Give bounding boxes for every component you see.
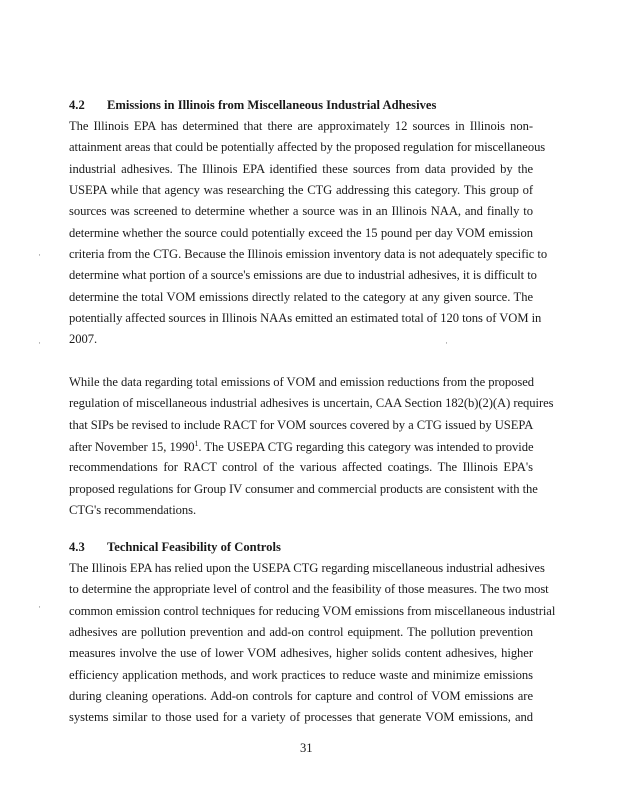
text-line: sources was screened to determine whether a source was in an Illinois NAA, and finally to — [69, 204, 533, 218]
text-line: during cleaning operations. Add-on controls for capture and control of VOM emissions are — [69, 689, 533, 703]
text-line: The Illinois EPA has relied upon the USEPA CTG regarding miscellaneous industrial adhesives — [69, 561, 545, 575]
text-line: While the data regarding total emissions of VOM and emission reductions from the proposed — [69, 375, 535, 389]
text-line: attainment areas that could be potentially affected by the proposed regulation for miscellaneous — [69, 140, 546, 154]
text-segment: after November 15, 1990 — [69, 440, 195, 455]
scan-speck: · — [38, 602, 41, 612]
page-number: 31 — [300, 741, 313, 755]
text-line: determine the total VOM emissions directly related to the category at any given source. The — [69, 290, 533, 304]
text-segment: The USEPA CTG regarding this category was intended to provide — [204, 440, 534, 455]
text-line: proposed regulations for Group IV consumer and commercial products are consistent with the — [69, 482, 538, 496]
text-line: systems similar to those used for a variety of processes that generate VOM emissions, and — [69, 710, 533, 724]
text-line: 2007. — [69, 332, 98, 346]
text-line: that SIPs be revised to include RACT for VOM sources covered by a CTG issued by USEPA — [69, 418, 534, 432]
section-title: Technical Feasibility of Controls — [107, 540, 281, 554]
text-line: CTG's recommendations. — [69, 503, 197, 517]
text-line: determine whether the source could potentially exceed the 15 pound per day VOM emission — [69, 226, 533, 240]
text-line: regulation of miscellaneous industrial adhesives is uncertain, CAA Section 182(b)(2)(A) requires — [69, 396, 554, 410]
scan-speck: · — [38, 338, 41, 348]
text-line: adhesives are pollution prevention and add-on control equipment. The pollution prevention — [69, 625, 533, 639]
text-line: determine what portion of a source's emissions are due to industrial adhesives, it is difficult to — [69, 268, 537, 282]
section-title: Emissions in Illinois from Miscellaneous Industrial Adhesives — [107, 98, 437, 112]
text-line: efficiency application methods, and work practices to reduce waste and minimize emissions — [69, 668, 533, 682]
scan-speck: · — [38, 250, 41, 260]
scan-speck: · — [445, 338, 448, 348]
section-number: 4.3 — [69, 540, 85, 554]
text-line: common emission control techniques for reducing VOM emissions from miscellaneous industrial — [69, 604, 556, 618]
text-line: industrial adhesives. The Illinois EPA identified these sources from data provided by the — [69, 162, 533, 176]
text-line: potentially affected sources in Illinois NAAs emitted an estimated total of 120 tons of VOM in — [69, 311, 542, 325]
text-line: measures involve the use of lower VOM adhesives, higher solids content adhesives, higher — [69, 646, 533, 660]
section-heading — [69, 98, 436, 113]
text-line: after November 15, 1990$^1$. The USEPA CTG regarding this category was intended to provide — [69, 439, 534, 455]
section-heading — [69, 540, 281, 555]
footnote-reference[interactable]: 1 — [194, 439, 199, 448]
text-line: USEPA while that agency was researching the CTG addressing this category. This group of — [69, 183, 533, 197]
text-line: recommendations for RACT control of the various affected coatings. The Illinois EPA's — [69, 460, 533, 474]
text-line: criteria from the CTG. Because the Illinois emission inventory data is not adequately specific to — [69, 247, 548, 261]
section-number: 4.2 — [69, 98, 85, 112]
text-line: The Illinois EPA has determined that there are approximately 12 sources in Illinois non- — [69, 119, 533, 133]
text-line: to determine the appropriate level of control and the feasibility of those measures. The two most — [69, 582, 549, 596]
